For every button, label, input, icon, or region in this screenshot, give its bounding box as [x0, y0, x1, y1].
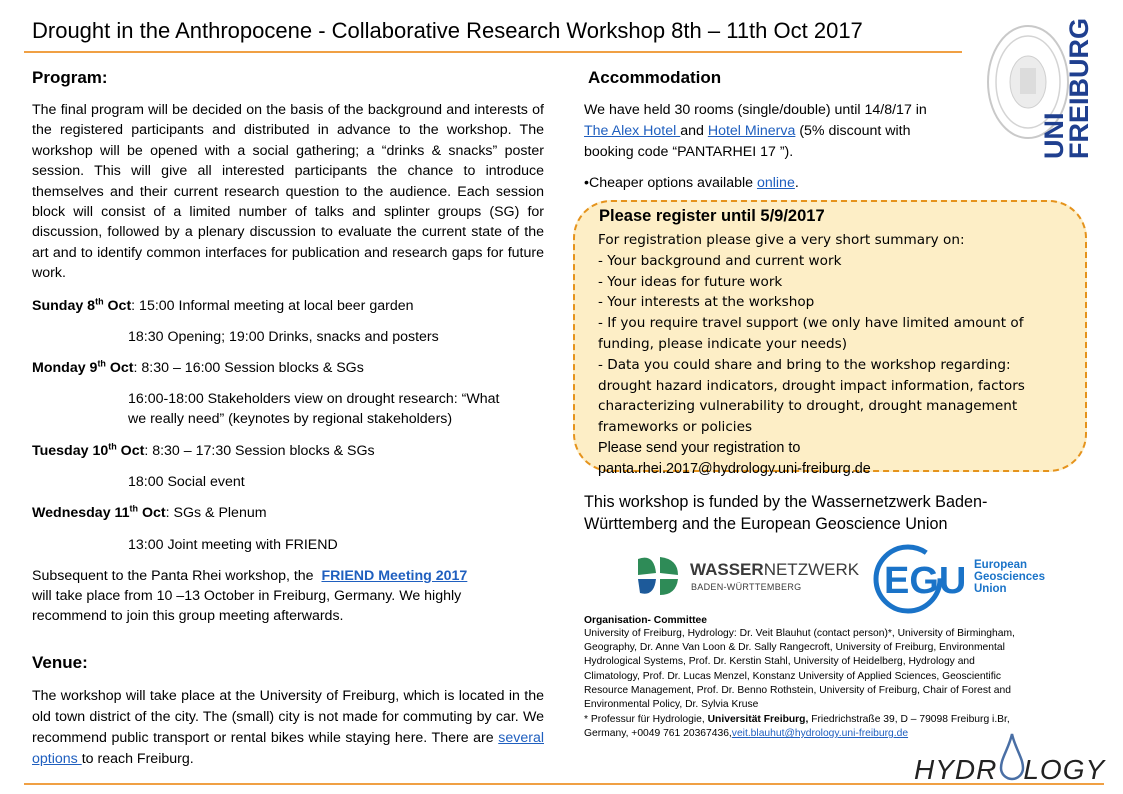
registration-heading: Please register until 5/9/2017 — [599, 207, 825, 225]
day-wednesday-text: : SGs & Plenum — [165, 505, 267, 521]
accommodation-heading: Accommodation — [588, 68, 722, 87]
cheaper-options: •Cheaper options available online. — [584, 175, 799, 191]
day-wednesday-sub: 13:00 Joint meeting with FRIEND — [128, 537, 338, 553]
wassernetzwerk-subtitle: BADEN-WÜRTTEMBERG — [691, 582, 802, 592]
accommodation-line-2: The Alex Hotel and Hotel Minerva (5% discount with — [584, 123, 911, 139]
accommodation-line-1: We have held 30 rooms (single/double) until 14/8/17 in — [584, 102, 927, 118]
wassernetzwerk-logo-icon — [634, 553, 682, 599]
registration-line: - Your background and current work — [598, 252, 842, 269]
day-monday-label: Monday 9th Oct — [32, 358, 134, 376]
day-monday-text: : 8:30 – 16:00 Session blocks & SGs — [133, 360, 364, 376]
registration-line: Please send your registration to — [598, 439, 801, 456]
registration-line: - Data you could share and bring to the workshop regarding: — [598, 356, 1011, 373]
committee-heading: Organisation- Committee — [584, 615, 708, 626]
day-monday-sub-1: 16:00-18:00 Stakeholders view on drought research: “What — [128, 391, 500, 407]
contact-address: * Professur für Hydrologie, Universität Freiburg, Friedrichstraße 39, D – 79098 Freiburg i.Br, Germany, +0049 761 20367436,veit.blauhut@hydrology.uni-freiburg.de — [584, 714, 1010, 740]
registration-line: - Your ideas for future work — [598, 273, 783, 290]
university-logo-uni: UNI — [1039, 112, 1069, 159]
subsequent-line-1: Subsequent to the Panta Rhei workshop, the FRIEND Meeting 2017 — [32, 568, 468, 584]
egu-logo-icon — [870, 541, 972, 617]
registration-line: funding, please indicate your needs) — [598, 335, 848, 352]
registration-line: drought hazard indicators, drought impact information, factors — [598, 377, 1025, 394]
online-link[interactable]: online — [756, 175, 795, 191]
registration-line: frameworks or policies — [598, 419, 753, 436]
university-logo-freiburg: FREIBURG — [1064, 18, 1094, 159]
university-logo — [1039, 18, 1102, 159]
day-sunday-sub: 18:30 Opening; 19:00 Drinks, snacks and posters — [128, 329, 439, 345]
day-tuesday — [32, 441, 375, 461]
day-tuesday-text: : 8:30 – 17:30 Session blocks & SGs — [144, 443, 375, 459]
registration-list — [598, 230, 1025, 480]
day-wednesday-label: Wednesday 11th Oct — [32, 503, 166, 521]
registration-line: characterizing vulnerability to drought, drought management — [598, 398, 1018, 415]
accommodation-line-3: booking code “PANTARHEI 17 ”). — [584, 144, 794, 160]
registration-line: - Your interests at the workshop — [598, 294, 815, 311]
several-options-link[interactable]: several options — [32, 730, 544, 767]
wassernetzwerk-wordmark: WASSERNETZWERK — [690, 560, 860, 579]
day-tuesday-sub: 18:00 Social event — [128, 474, 245, 490]
day-sunday — [32, 296, 414, 316]
subsequent-line-2: will take place from 10 –13 October in Freiburg, Germany. We highly — [32, 588, 462, 604]
page-title: Drought in the Anthropocene - Collaborative Research Workshop 8th – 11th Oct 2017 — [32, 18, 863, 43]
day-monday — [32, 358, 364, 378]
venue-text: The workshop will take place at the University of Freiburg, which is located in the old town district of the city. The (small) city is not made for commuting by car. We recommend public transport or rental bikes while staying here. There are several options to reach Freiburg. — [32, 688, 544, 767]
egu-wordmark: European Geosciences Union — [974, 559, 1045, 595]
committee-list: University of Freiburg, Hydrology: Dr. Veit Blauhut (contact person)*, University of Birmingham, Geography, Dr. Anne Van Loon & Dr. Sally Rangecroft, University of Freiburg, Environmental Hydrological Systems, Prof. Dr. Kerstin Stahl, University of Heidelberg, Hydrology and Climatology, Prof. Dr. Lucas Menzel, Konstanz University of Applied Sciences, Geoscientific Resource Management, Prof. Dr. Benno Rothstein, University of Freiburg, Chair of Forest and Environmental Policy, Dr. Sylvia Kruse — [584, 628, 1015, 711]
program-heading: Program: — [32, 68, 108, 87]
contact-email-link[interactable]: veit.blauhut@hydrology.uni-freiburg.de — [731, 728, 909, 740]
program-intro: The final program will be decided on the basis of the background and interests of the registered participants and distributed in advance to the workshop. The workshop will be opened with a social gathering; a “drinks & snacks” poster session. This will give all interested participants the chance to introduce themselves and their current research question to the audience. Each session block will consist of a limited number of talks and splinter groups (SG) for discussion, followed by a plenary discussion to evaluate the current state of the art and to identify common interfaces for publication and research gaps for future work. — [32, 102, 544, 282]
registration-line: - If you require travel support (we only have limited amount of — [598, 315, 1024, 332]
day-tuesday-label: Tuesday 10th Oct — [32, 441, 145, 459]
friend-meeting-link[interactable]: FRIEND Meeting 2017 — [321, 568, 468, 584]
registration-line: For registration please give a very short summary on: — [598, 232, 965, 248]
hydrology-logo: HYDR LOGY — [914, 754, 1106, 785]
day-sunday-label: Sunday 8th Oct — [32, 296, 132, 314]
alex-hotel-link[interactable]: The Alex Hotel — [584, 123, 681, 139]
hotel-minerva-link[interactable]: Hotel Minerva — [707, 123, 796, 139]
venue-heading: Venue: — [32, 653, 88, 672]
registration-email: panta.rhei.2017@hydrology.uni-freiburg.de — [598, 460, 871, 477]
day-sunday-text: : 15:00 Informal meeting at local beer garden — [131, 298, 414, 314]
header-rule — [24, 51, 962, 53]
water-drop-icon — [997, 732, 1027, 784]
svg-text:EGU: EGU — [884, 560, 967, 602]
day-monday-sub-2: we really need” (keynotes by regional stakeholders) — [128, 411, 453, 427]
funding-text: This workshop is funded by the Wassernetzwerk Baden- Württemberg and the European Geoscience Union — [584, 493, 988, 533]
subsequent-line-3: recommend to join this group meeting afterwards. — [32, 608, 344, 624]
day-wednesday — [32, 503, 267, 523]
